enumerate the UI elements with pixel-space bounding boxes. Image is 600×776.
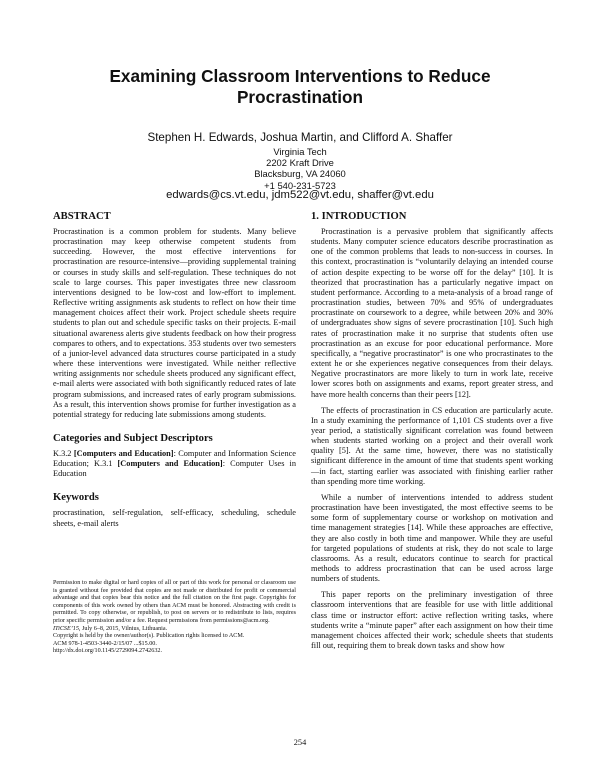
permission-notice bbox=[53, 580, 296, 656]
permission-text: Permission to make digital or hard copies of all or part of this work for personal or classroom use is granted without fee provided that copies are not made or distributed for profit or commercial advantage and that copies bear this notice and the full citation on the first page. Copyrights for components of this work owned by others than ACM must be honored. Abstracting with credit is permitted. To copy otherwise, or republish, to post on servers or to redistribute to lists, requires prior specific permission and/or a fee. Request permissions from permissions@acm.org. bbox=[53, 580, 296, 624]
title-line-1: Examining Classroom Interventions to Reduce bbox=[109, 66, 491, 86]
categories-text: K.3.2 [Computers and Education]: Computer and Information Science Education; K.3.1 [Computers and Education]: Computer Uses in Education bbox=[53, 448, 297, 479]
intro-paragraph-4: This paper reports on the preliminary investigation of three classroom interventions that are feasible for use with little additional class time or instructor effort: active reflection writing tasks, where students write a “minute paper” after each assignment on how their time management choices affected their work; schedule sheets that students fill out, requiring them to break down tasks and show how bbox=[311, 590, 553, 651]
abstract-text: Procrastination is a common problem for students. Many believe procrastination may keep otherwise competent students from succeeding. However, the most effective interventions for procrastination are resource-intensive—providing supplemental training or courses in study skills and self-regulation. These techniques do not scale to large courses. This paper investigates three new classroom interventions designed to be low-cost and low-effort to implement. Reflective writing assignments ask students to reflect on how their time management choices affect their work. Project schedule sheets require students to plan out and schedule specific tasks on their projects. E-mail situational awareness alerts give students feedback on how their progress compares to others, and to expectations. 353 students over two semesters of a junior-level advanced data structures course participated in a study where these interventions were investigated. While neither reflective writing assignments nor schedule sheets produced any significant effect, e-mail alerts were associated with both significantly reduced rates of late program submissions, and increased rates of early program submissions. As a result, this intervention shows promise for further investigation as a potential strategy for reducing late submissions among students. bbox=[53, 227, 296, 419]
right-column bbox=[311, 210, 553, 651]
isbn-line: ACM 978-1-4503-3440-2/15/07 ...$15.00. bbox=[53, 640, 157, 647]
paper-title bbox=[40, 66, 560, 108]
intro-paragraph-2: The effects of procrastination in CS education are particularly acute. In a study examining the performance of 1,101 CS students over a five year period, a statistically significant correlation was found between when students started working on a project and their overall work quality [5]. At the same time, however, there was no statistically significant difference in the amount of time that students spent working—in fact, starting earlier was associated with finishing earlier rather than spending more time working. bbox=[311, 405, 553, 486]
copyright-line: Copyright is held by the owner/author(s). Publication rights licensed to ACM. bbox=[53, 633, 245, 640]
keywords-heading: Keywords bbox=[53, 492, 99, 504]
categories-heading: Categories and Subject Descriptors bbox=[53, 432, 213, 444]
title-line-2: Procrastination bbox=[236, 87, 364, 107]
affiliation-street: 2202 Kraft Drive bbox=[266, 157, 334, 169]
author-emails: edwards@cs.vt.edu, jdm522@vt.edu, shaffer@vt.edu bbox=[166, 189, 434, 201]
keywords-text: procrastination, self-regulation, self-efficacy, scheduling, schedule sheets, e-mail alerts bbox=[53, 508, 296, 528]
page-number: 254 bbox=[293, 738, 307, 747]
abstract-heading: ABSTRACT bbox=[53, 211, 111, 222]
introduction-heading: 1. INTRODUCTION bbox=[311, 211, 407, 222]
author-list: Stephen H. Edwards, Joshua Martin, and Clifford A. Shaffer bbox=[147, 131, 453, 144]
affiliation-city: Blacksburg, VA 24060 bbox=[254, 168, 346, 180]
affiliation-phone: +1 540-231-5723 bbox=[264, 179, 336, 191]
left-column bbox=[53, 210, 296, 529]
affiliation-institution: Virginia Tech bbox=[273, 146, 327, 157]
affiliation-block bbox=[40, 146, 560, 191]
doi-line: http://dx.doi.org/10.1145/2729094.2742632. bbox=[53, 648, 162, 655]
intro-paragraph-1: Procrastination is a pervasive problem that significantly affects students. Many computer science educators describe procrastination as one of the common problems that leads to non-success in courses. In this context, procrastination is “voluntarily delaying an intended course of action despite expecting to be worse off for the delay” [10]. It is theorized that procrastination has a particularly negative impact on student performance. According to a meta-analysis of a broad range of procrastination studies, between 70% and 95% of undergraduates procrastinate on coursework to a degree, while between 20% and 30% of undergraduates show signs of severe procrastination [10]. Such high rates of procrastination make it no surprise that students often use procrastination as an excuse for poor educational performance. More specifically, a “negative procrastinator” is one who procrastinates to the extent he or she experiences negative consequences from their delays. Negative procrastinators are more likely to turn in work late, receive lower scores both on assignments and exams, report greater stress, and have more health concerns than their peers [12]. bbox=[311, 227, 553, 399]
conference-line: ITiCSE’15, July 6–8, 2015, Vilnius, Lithuania. bbox=[53, 625, 168, 632]
intro-paragraph-3: While a number of interventions intended to address student procrastination have been investigated, the most effective seems to be some form of supplementary course or workshop on motivation and time management strategies [14]. While these approaches are effective, they are also costly in both time and manpower. While they are useful for targeted populations of students at risk, they do not scale to large classrooms. As a result, educators continue to search for practical methods to address procrastination that can be used across large numbers of students. bbox=[311, 492, 553, 584]
